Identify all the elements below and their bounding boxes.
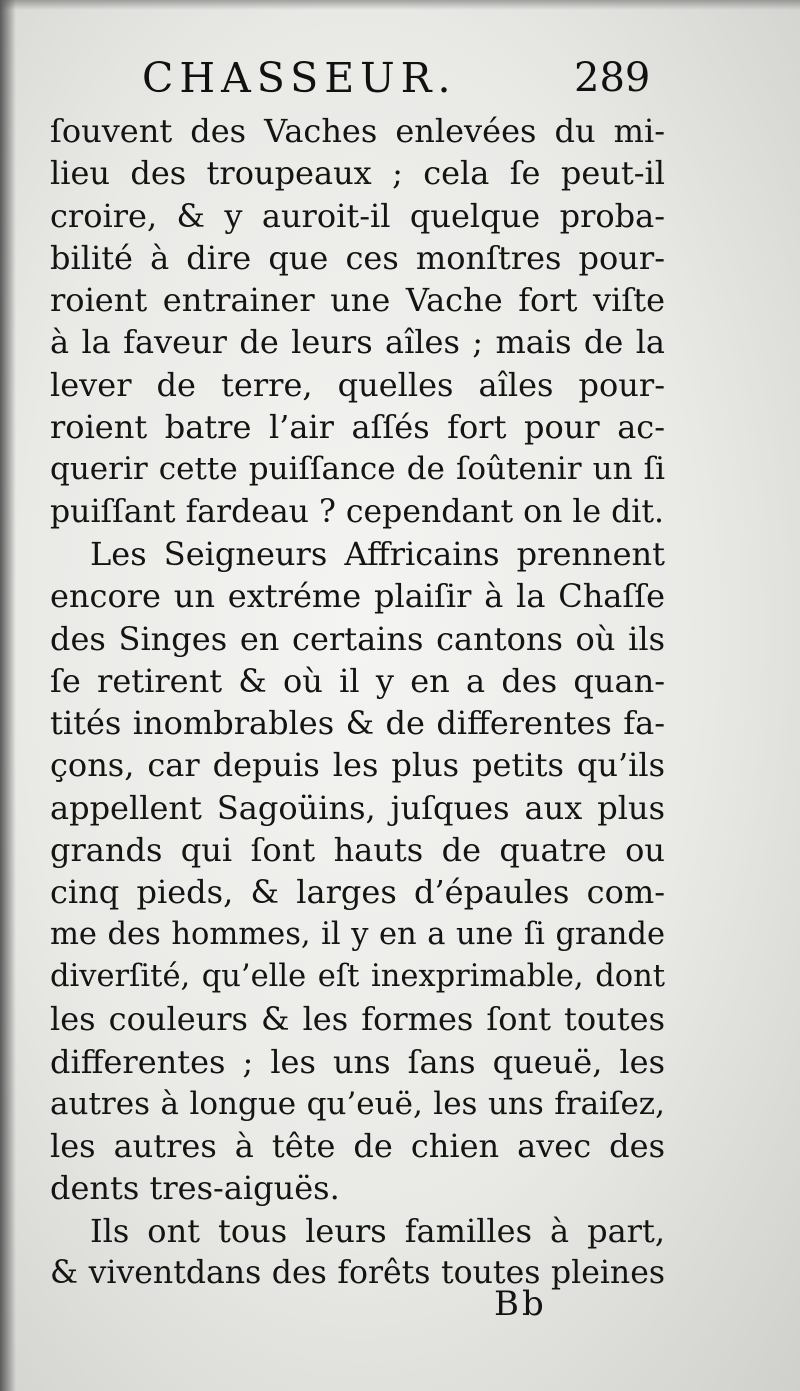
text-line: roient batre l’air aſſés fort pour ac- [50, 408, 665, 447]
text-line: croire, & y auroit-il quelque proba- [50, 196, 665, 235]
text-line: çons, car depuis les plus petits qu’ils [50, 746, 665, 785]
text-line: & viventdans des forêts toutes pleines [50, 1255, 665, 1292]
text-line: les couleurs & les formes ſont toutes [50, 1000, 665, 1039]
text-line: ſe retirent & où il y en a des quan- [50, 661, 665, 700]
text-line: appellent Sagoüins, juſques aux plus [50, 788, 665, 827]
paragraph-first-line: Ils ont tous leurs familles à part, [90, 1211, 665, 1250]
text-line: des Singes en certains cantons où ils [50, 619, 665, 658]
text-line: les autres à tête de chien avec des [50, 1127, 665, 1166]
text-line: tités inombrables & de differentes fa- [50, 704, 665, 743]
page-top-shadow [0, 0, 800, 10]
text-line: diverſité, qu’elle eſt inexprimable, dont [50, 958, 665, 994]
paragraph-first-line: Les Seigneurs Affricains prennent [90, 534, 665, 573]
text-line: querir cette puiſſance de ſoûtenir un ſi [50, 451, 665, 488]
text-line: dents tres-aiguës. [50, 1169, 340, 1208]
signature-mark: Bb [494, 1284, 547, 1324]
body-text [50, 110, 665, 1294]
text-line: autres à longue qu’euë, les uns fraiſez, [50, 1085, 665, 1122]
page-header [0, 52, 800, 112]
text-line: lieu des troupeaux ; cela ſe peut-il [50, 154, 665, 193]
text-line: ſouvent des Vaches enlevées du mi- [50, 112, 665, 150]
text-line: encore un extréme plaiſir à la Chaſſe [50, 577, 665, 616]
text-line: puiſſant fardeau ? cependant on le dit. [50, 493, 665, 530]
page-number: 289 [574, 55, 651, 101]
text-line: roient entrainer une Vache fort viſte [50, 281, 665, 320]
text-line: grands qui ſont hauts de quatre ou [50, 831, 665, 870]
running-head: CHASSEUR. [142, 54, 457, 102]
text-line: differentes ; les uns ſans queuë, les [50, 1042, 665, 1081]
text-line: lever de terre, quelles aîles pour- [50, 365, 665, 404]
text-line: cinq pieds, & larges d’épaules com- [50, 873, 665, 912]
text-line: me des hommes, il y en a une ſi grande [50, 916, 665, 952]
text-line: à la faveur de leurs aîles ; mais de la [50, 323, 665, 362]
text-line: bilité à dire que ces monſtres pour- [50, 238, 665, 277]
page-gutter-shadow [0, 0, 16, 1391]
